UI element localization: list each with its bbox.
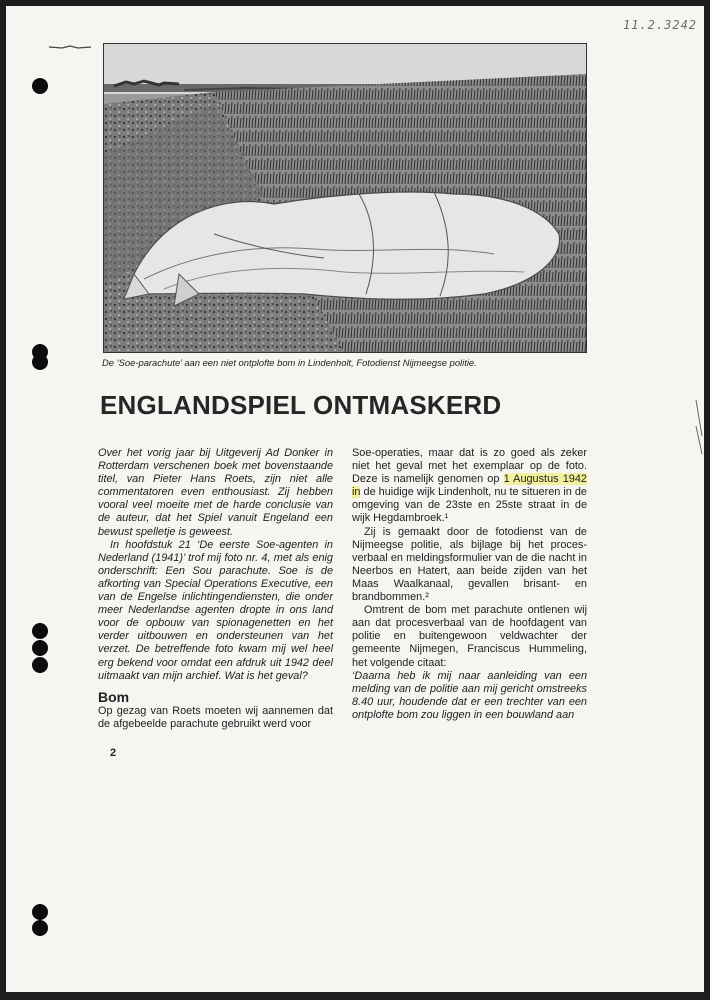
right-column [352, 447, 587, 722]
parachute-photo-image [104, 44, 586, 352]
right-paragraph-1 [352, 447, 587, 526]
right-paragraph-2: Zij is gemaakt door de fotodienst van de Nijmeegse politie, als bijlage bij het proces-verbaal en meldingsformulier van de die nacht in Neerbos en Hatert, aan beide zijden van het Maas Waalkanaal, gevallen brisant- en brandbommen.² [352, 525, 587, 604]
section-heading-bom: Bom [98, 688, 130, 705]
body-paragraph: Op gezag van Roets moeten wij aannemen dat de afgebeelde parachute gebruikt werd voor [98, 704, 333, 730]
intro-paragraph-1: Over het vorig jaar bij Uitgeverij Ad Donker in Rotterdam verschenen boek met bovenstaande titel, van Pieter Hans Roets, zijn niet alle commentatoren even enthousiast. Zij hebben vooral veel moeite met de harde conclusie van de auteur, dat het Spiel vanuit Engeland een bewust spelletje is geweest. [98, 447, 333, 538]
punch-hole [32, 78, 48, 94]
right-paragraph-3: Omtrent de bom met parachute ontlenen wij aan dat procesverbaal van de hoofdagent van politie en buitengewoon veldwachter der gemeente Nijmegen, Franciscus Hummeling, het volgende citaat: [352, 604, 587, 669]
document-page [6, 6, 704, 992]
punch-hole [32, 640, 48, 656]
left-column [98, 447, 333, 731]
quote-paragraph: ‘Daarna heb ik mij naar aanleiding van een melding van de politie aan mij gericht omstreeks 8.40 uur, houdende dat er een trechter van een ontplofte bom zou liggen in een bouwland aan [352, 669, 587, 721]
edge-mark [694, 424, 704, 464]
paragraph-text: Soe-operaties, maar dat is zo goed als zeker niet het geval met het exemplaar op de foto. Deze is namelijk genomen op [352, 447, 587, 486]
intro-paragraph-2: In hoofdstuk 21 ‘De eerste Soe-agenten in Nederland (1941)’ trof mij foto nr. 4, met als enig onderschrift: Een Sou parachute. Soe is de afkorting van Special Operations Executive, een van de Engelse inlichtingendiensten, die onder meer Nederlandse agenten dropte in ons land voor de opbouw van spionagenetten en het verder uitbouwen en ondersteunen van het verzet. De betreffende foto kwam mij wel heel erg bekend voor omdat een afdruk uit 1942 deel uitmaakt van mijn archief. Wat is het geval? [98, 538, 333, 682]
punch-hole [32, 354, 48, 370]
parachute-photo [103, 43, 587, 353]
photo-caption: De ‘Soe-parachute’ aan een niet ontplofte bom in Lindenholt, Fotodienst Nijmeegse politie. [102, 357, 477, 368]
pen-mark [48, 44, 92, 50]
paragraph-text: de huidige wijk Lindenholt, nu te situeren in de omgeving van de 23ste en 25ste straat in de wijk Hegdambroek.¹ [352, 486, 587, 525]
article-headline: ENGLANDSPIEL ONTMASKERD [100, 390, 502, 420]
punch-hole [32, 657, 48, 673]
punch-hole [32, 904, 48, 920]
punch-hole [32, 920, 48, 936]
page-number: 2 [110, 747, 117, 759]
highlighted-date: 1 Augustus 1942 in [352, 473, 587, 499]
punch-hole [32, 623, 48, 639]
archive-number: 11.2.3242 [623, 18, 698, 32]
